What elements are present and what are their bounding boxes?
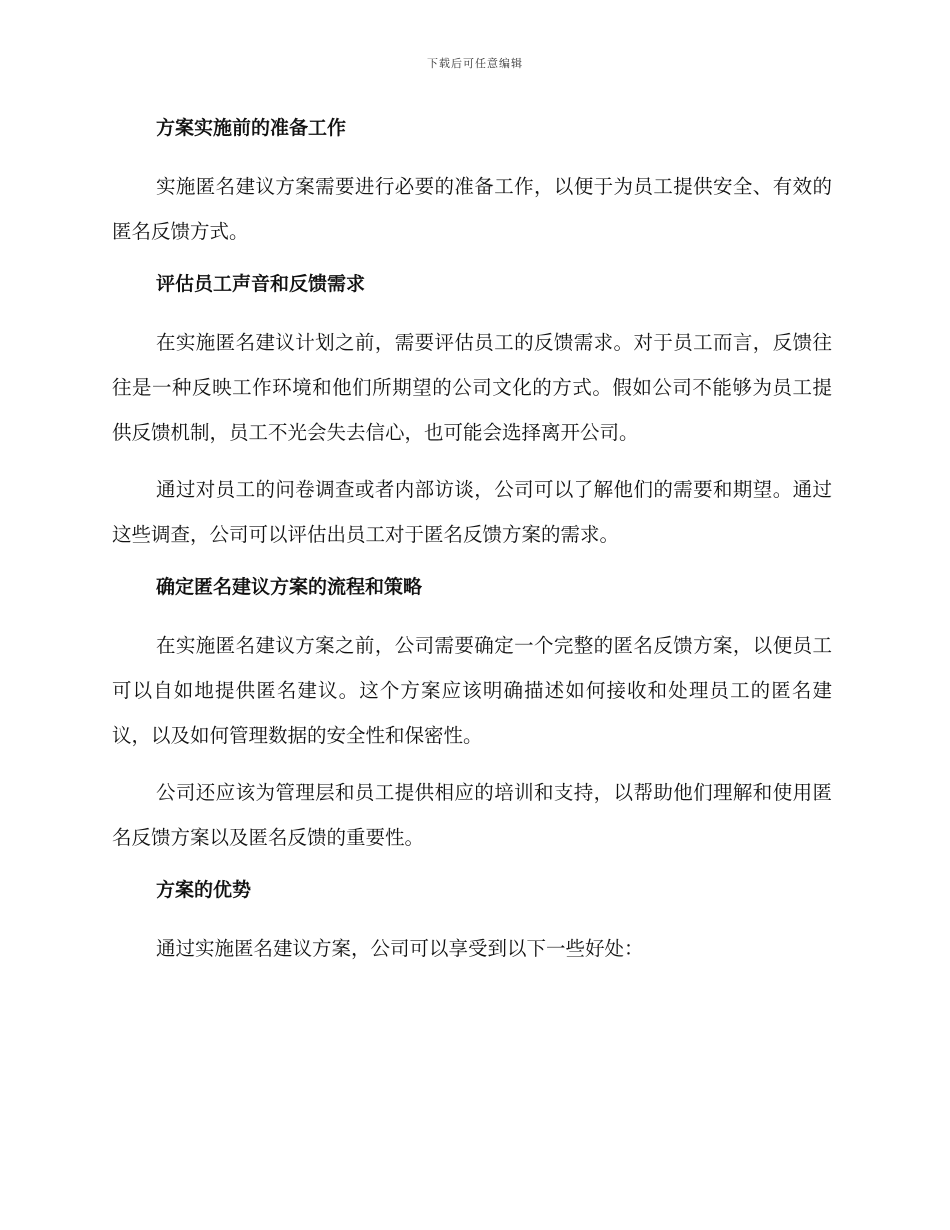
paragraph: 通过实施匿名建议方案，公司可以享受到以下一些好处： <box>156 937 644 960</box>
section-heading: 确定匿名建议方案的流程和策略 <box>156 576 423 598</box>
paragraph: 实施匿名建议方案需要进行必要的准备工作，以便于为员工提供安全、有效的匿名反馈方式。 <box>112 175 832 243</box>
section-heading: 评估员工声音和反馈需求 <box>156 273 366 295</box>
header-note: 下载后可任意编辑 <box>427 57 523 70</box>
section-heading: 方案的优势 <box>156 879 252 901</box>
document-body <box>112 112 832 983</box>
paragraph: 在实施匿名建议计划之前，需要评估员工的反馈需求。对于员工而言，反馈往往是一种反映工作环境和他们所期望的公司文化的方式。假如公司不能够为员工提供反馈机制，员工不光会失去信心，也可能会选择离开公司。 <box>112 331 832 444</box>
paragraph: 公司还应该为管理层和员工提供相应的培训和支持，以帮助他们理解和使用匿名反馈方案以及匿名反馈的重要性。 <box>112 781 832 849</box>
paragraph: 通过对员工的问卷调查或者内部访谈，公司可以了解他们的需要和期望。通过这些调查，公司可以评估出员工对于匿名反馈方案的需求。 <box>112 478 832 546</box>
paragraph: 在实施匿名建议方案之前，公司需要确定一个完整的匿名反馈方案，以便员工可以自如地提供匿名建议。这个方案应该明确描述如何接收和处理员工的匿名建议，以及如何管理数据的安全性和保密性。 <box>112 634 832 747</box>
section-heading: 方案实施前的准备工作 <box>156 117 347 139</box>
